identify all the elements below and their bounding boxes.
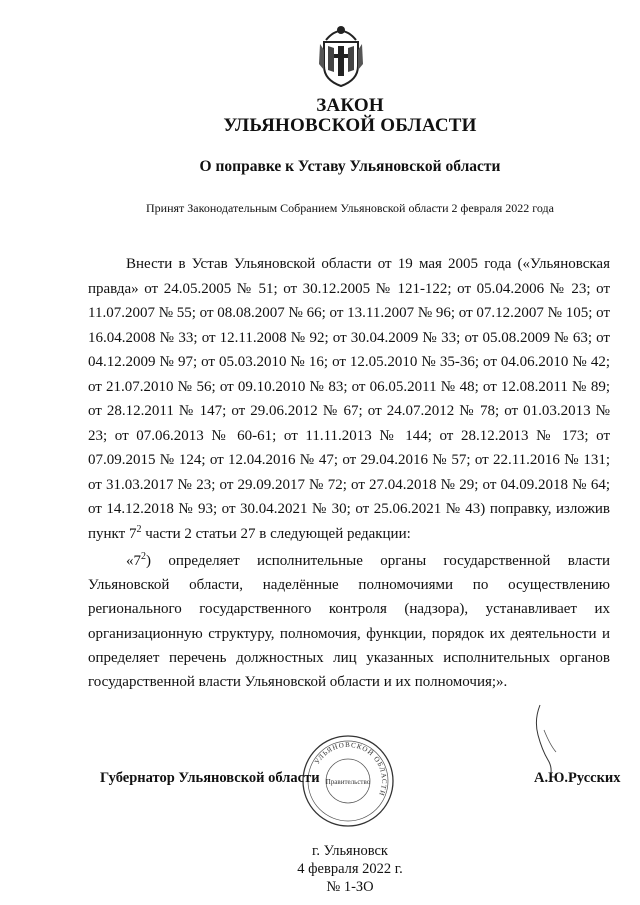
region-title: УЛЬЯНОВСКОЙ ОБЛАСТИ: [223, 115, 477, 136]
signatory-title: Губернатор Ульяновской области: [100, 770, 320, 786]
law-body: [88, 252, 610, 694]
adoption-line: Принят Законодательным Собранием Ульяновской области 2 февраля 2022 года: [146, 201, 554, 215]
law-subject: О поправке к Уставу Ульяновской области: [199, 158, 501, 175]
signatory-name: А.Ю.Русских: [534, 770, 621, 786]
seal-center-text: Правительство: [325, 778, 371, 786]
city-line: г. Ульяновск: [312, 843, 388, 859]
quote-superscript: 2: [141, 551, 146, 562]
document-type-title: ЗАКОН: [316, 95, 384, 116]
quote-open: «7: [126, 553, 141, 569]
quote-text: ) определяет исполнительные органы государственной власти Ульяновской области, наделённые полномочиями по осуществлению регионального государственного контроля (надзора), устанавливает их организационную структуру, полномочия, функции, порядок их деятельности и определяет перечень должностных лиц указанных исполнительных органов государственной власти Ульяновской области и их полномочия;».: [88, 553, 610, 691]
seal-ring-text: УЛЬЯНОВСКОЙ ОБЛАСТИ: [313, 740, 389, 798]
amendment-paragraph: [88, 252, 610, 546]
law-number: № 1-ЗО: [326, 879, 374, 895]
quoted-item-paragraph: [88, 549, 610, 694]
coat-of-arms-emblem: [316, 20, 366, 88]
amendment-tail: части 2 статьи 27 в следующей редакции:: [141, 525, 411, 542]
item-superscript: 2: [136, 523, 142, 535]
svg-text:УЛЬЯНОВСКОЙ ОБЛАСТИ: [313, 741, 388, 798]
date-line: 4 февраля 2022 г.: [297, 861, 403, 877]
amendment-text: Внести в Устав Ульяновской области от 19 мая 2005 года («Ульяновская правда» от 24.05.2005 № 51; от 30.12.2005 № 121-122; от 05.04.2006 № 23; от 11.07.2007 № 55; от 08.08.2007 № 66; от 13.11.2007 № 96; от 07.12.2007 № 105; от 16.04.2008 № 33; от 12.11.2008 № 92; от 30.04.2009 № 33; от 05.08.2009 № 63; от 04.12.2009 № 97; от 05.03.2010 № 16; от 12.05.2010 № 35-36; от 04.06.2010 № 42; от 21.07.2010 № 56; от 09.10.2010 № 83; от 06.05.2011 № 48; от 12.08.2011 № 89; от 28.12.2011 № 147; от 29.06.2012 № 67; от 24.07.2012 № 78; от 01.03.2013 № 23; от 07.06.2013 № 60-61; от 11.11.2013 № 144; от 28.12.2013 № 173; от 07.09.2015 № 124; от 12.04.2016 № 47; от 29.04.2016 № 57; от 22.11.2016 № 131; от 31.03.2017 № 23; от 29.09.2017 № 72; от 27.04.2018 № 29; от 04.09.2018 № 64; от 14.12.2018 № 93; от 30.04.2021 № 30; от 25.06.2021 № 43) поправку, изложив пункт 7: [88, 256, 610, 542]
